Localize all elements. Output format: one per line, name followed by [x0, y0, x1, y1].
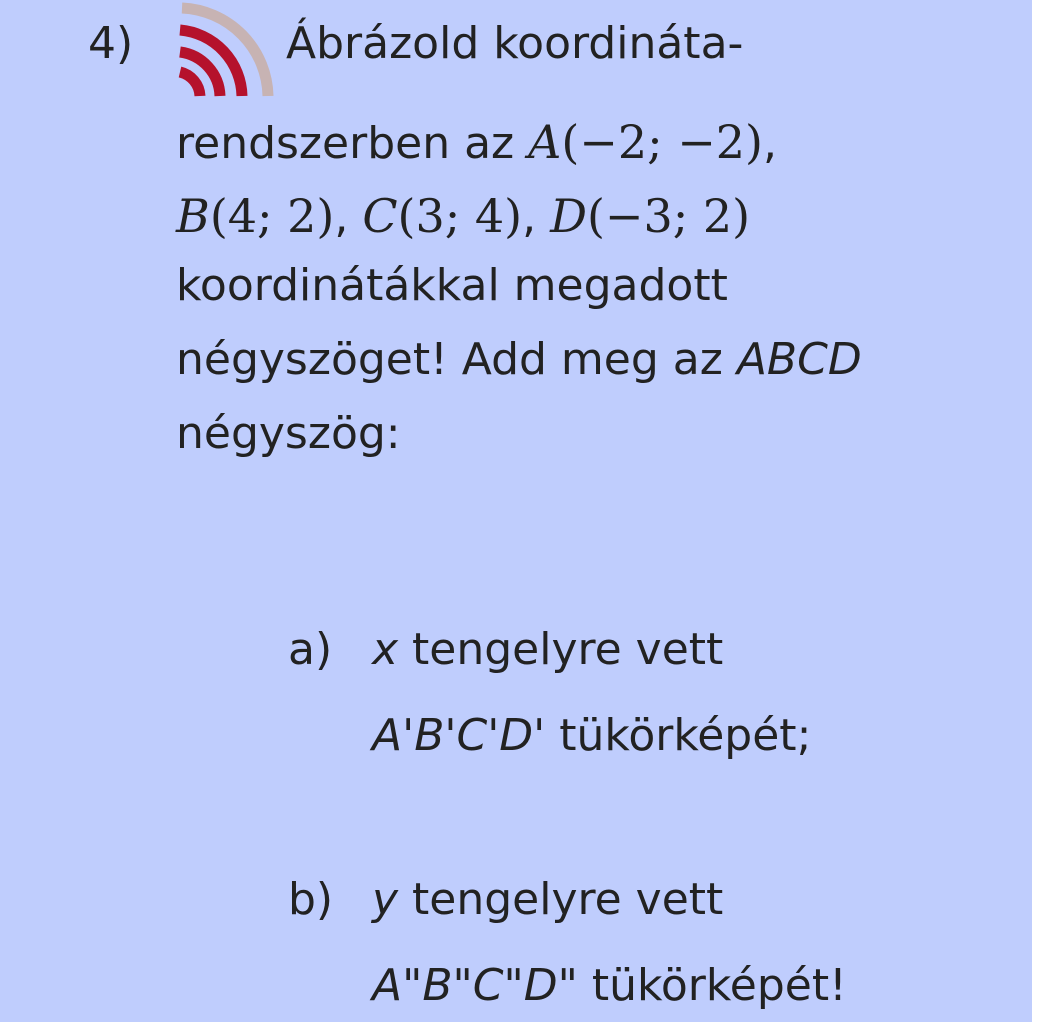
subtask-b-line-1	[372, 870, 723, 930]
subtask-b-line-2	[372, 956, 847, 1016]
point-c-coords: (3; 4)	[397, 189, 523, 243]
point-c	[362, 189, 522, 243]
subtask-a-label: a)	[288, 624, 333, 675]
subtask-a-text: tengelyre vett	[398, 624, 724, 675]
subtask-b-axis: y	[372, 874, 399, 925]
subtask-b-image-name: A"B"C"D"	[372, 960, 578, 1011]
task-line-2-suffix: ,	[762, 118, 777, 169]
subtask-a-axis: x	[372, 624, 399, 675]
separator-1: ,	[334, 192, 363, 243]
quad-name: ABCD	[736, 334, 862, 385]
point-a-coords: (−2; −2)	[561, 115, 763, 169]
point-d-letter: D	[550, 189, 587, 243]
subtask-b-text: tengelyre vett	[398, 874, 724, 925]
signal-arcs-icon	[172, 2, 276, 98]
task-line-1: Ábrázold koordináta-	[286, 18, 744, 69]
task-line-3	[176, 186, 750, 248]
subtask-a-line-2	[372, 706, 811, 766]
point-b	[176, 189, 334, 243]
point-b-letter: B	[176, 189, 210, 243]
task-line-6: négyszög:	[176, 408, 401, 459]
page-edge	[1032, 0, 1046, 1022]
task-line-5-text: négyszöget! Add meg az	[176, 334, 737, 385]
separator-2: ,	[522, 192, 551, 243]
point-d-coords: (−3; 2)	[586, 189, 751, 243]
task-line-2	[176, 112, 777, 174]
task-line-4: koordinátákkal megadott	[176, 260, 728, 311]
subtask-a-image-text: tükörképét;	[545, 710, 812, 761]
point-c-letter: C	[362, 189, 398, 243]
exercise-number: 4)	[88, 18, 134, 69]
point-b-coords: (4; 2)	[209, 189, 335, 243]
subtask-b-image-text: tükörképét!	[577, 960, 847, 1011]
point-a-letter: A	[528, 115, 562, 169]
point-d	[550, 189, 750, 243]
subtask-a-image-name: A'B'C'D'	[372, 710, 546, 761]
task-line-5	[176, 330, 862, 390]
subtask-b-label: b)	[288, 874, 334, 925]
subtask-a-line-1	[372, 620, 723, 680]
point-a	[528, 115, 763, 169]
task-line-2-text: rendszerben az	[176, 118, 529, 169]
